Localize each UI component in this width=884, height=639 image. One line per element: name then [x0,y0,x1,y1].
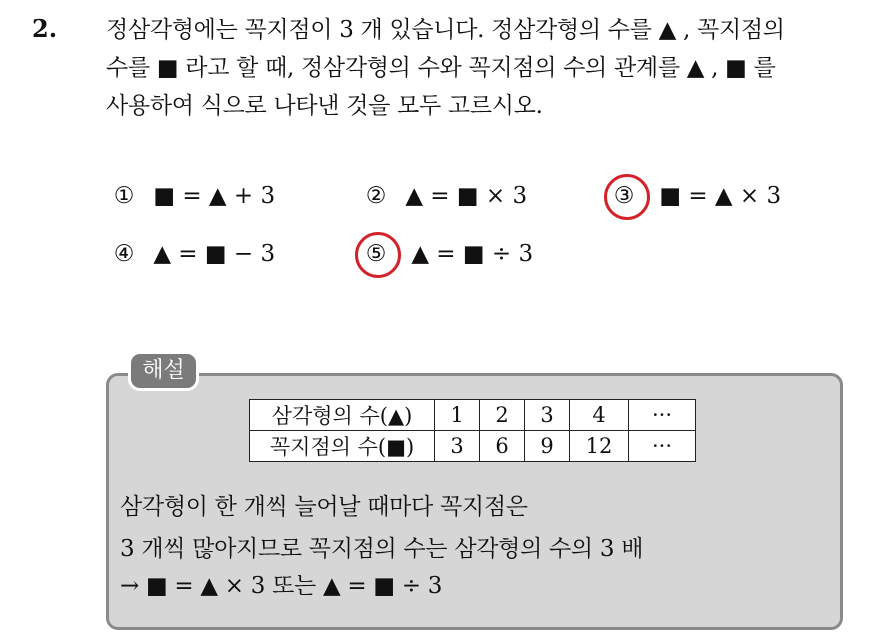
table-cell: 6 [480,431,525,462]
explanation-line-1: 삼각형이 한 개씩 늘어날 때마다 꼭지점은 [120,494,528,520]
table-cell: 1 [435,400,480,431]
choice-4-number: ④ [113,241,135,267]
table-cell: ··· [629,400,696,431]
choice-4[interactable] [110,239,275,269]
relation-table [249,399,696,462]
table-cell: 9 [525,431,570,462]
choice-4-expression: ▲ = ■ − 3 [153,241,276,267]
choice-5-expression: ▲ = ■ ÷ 3 [411,241,534,267]
explanation-line-3: → ■ = ▲ × 3 또는 ▲ = ■ ÷ 3 [120,573,443,599]
table-row [250,431,696,462]
question-text-line-3: 사용하여 식으로 나타낸 것을 모두 고르시오. [106,93,543,119]
choice-2-number: ② [365,183,387,209]
answer-circle-choice-5 [355,232,401,278]
question-number: 2. [32,14,58,43]
table-cell: 3 [525,400,570,431]
choice-3-number: ③ [613,183,635,209]
table-row-label: 꼭지점의 수(■) [250,431,435,462]
table-cell: 3 [435,431,480,462]
choice-1[interactable] [110,181,275,211]
table-cell: 4 [570,400,629,431]
explanation-tag: 해설 [128,351,199,391]
choice-2[interactable] [362,181,527,211]
answer-circle-choice-3 [604,174,650,220]
choice-1-expression: ■ = ▲ + 3 [153,183,276,209]
choice-2-expression: ▲ = ■ × 3 [405,183,528,209]
choice-5-number: ⑤ [365,241,387,267]
table-row-label: 삼각형의 수(▲) [250,400,435,431]
table-cell: ··· [629,431,696,462]
explanation-line-2: 3 개씩 많아지므로 꼭지점의 수는 삼각형의 수의 3 배 [120,536,644,562]
question-text-line-1: 정삼각형에는 꼭지점이 3 개 있습니다. 정삼각형의 수를 ▲ , 꼭지점의 [106,17,785,43]
choice-1-number: ① [113,183,135,209]
table-row [250,400,696,431]
choice-3-expression: ■ = ▲ × 3 [659,183,782,209]
table-cell: 2 [480,400,525,431]
table-cell: 12 [570,431,629,462]
question-text-line-2: 수를 ■ 라고 할 때, 정삼각형의 수와 꼭지점의 수의 관계를 ▲ , ■ 를 [106,55,776,81]
